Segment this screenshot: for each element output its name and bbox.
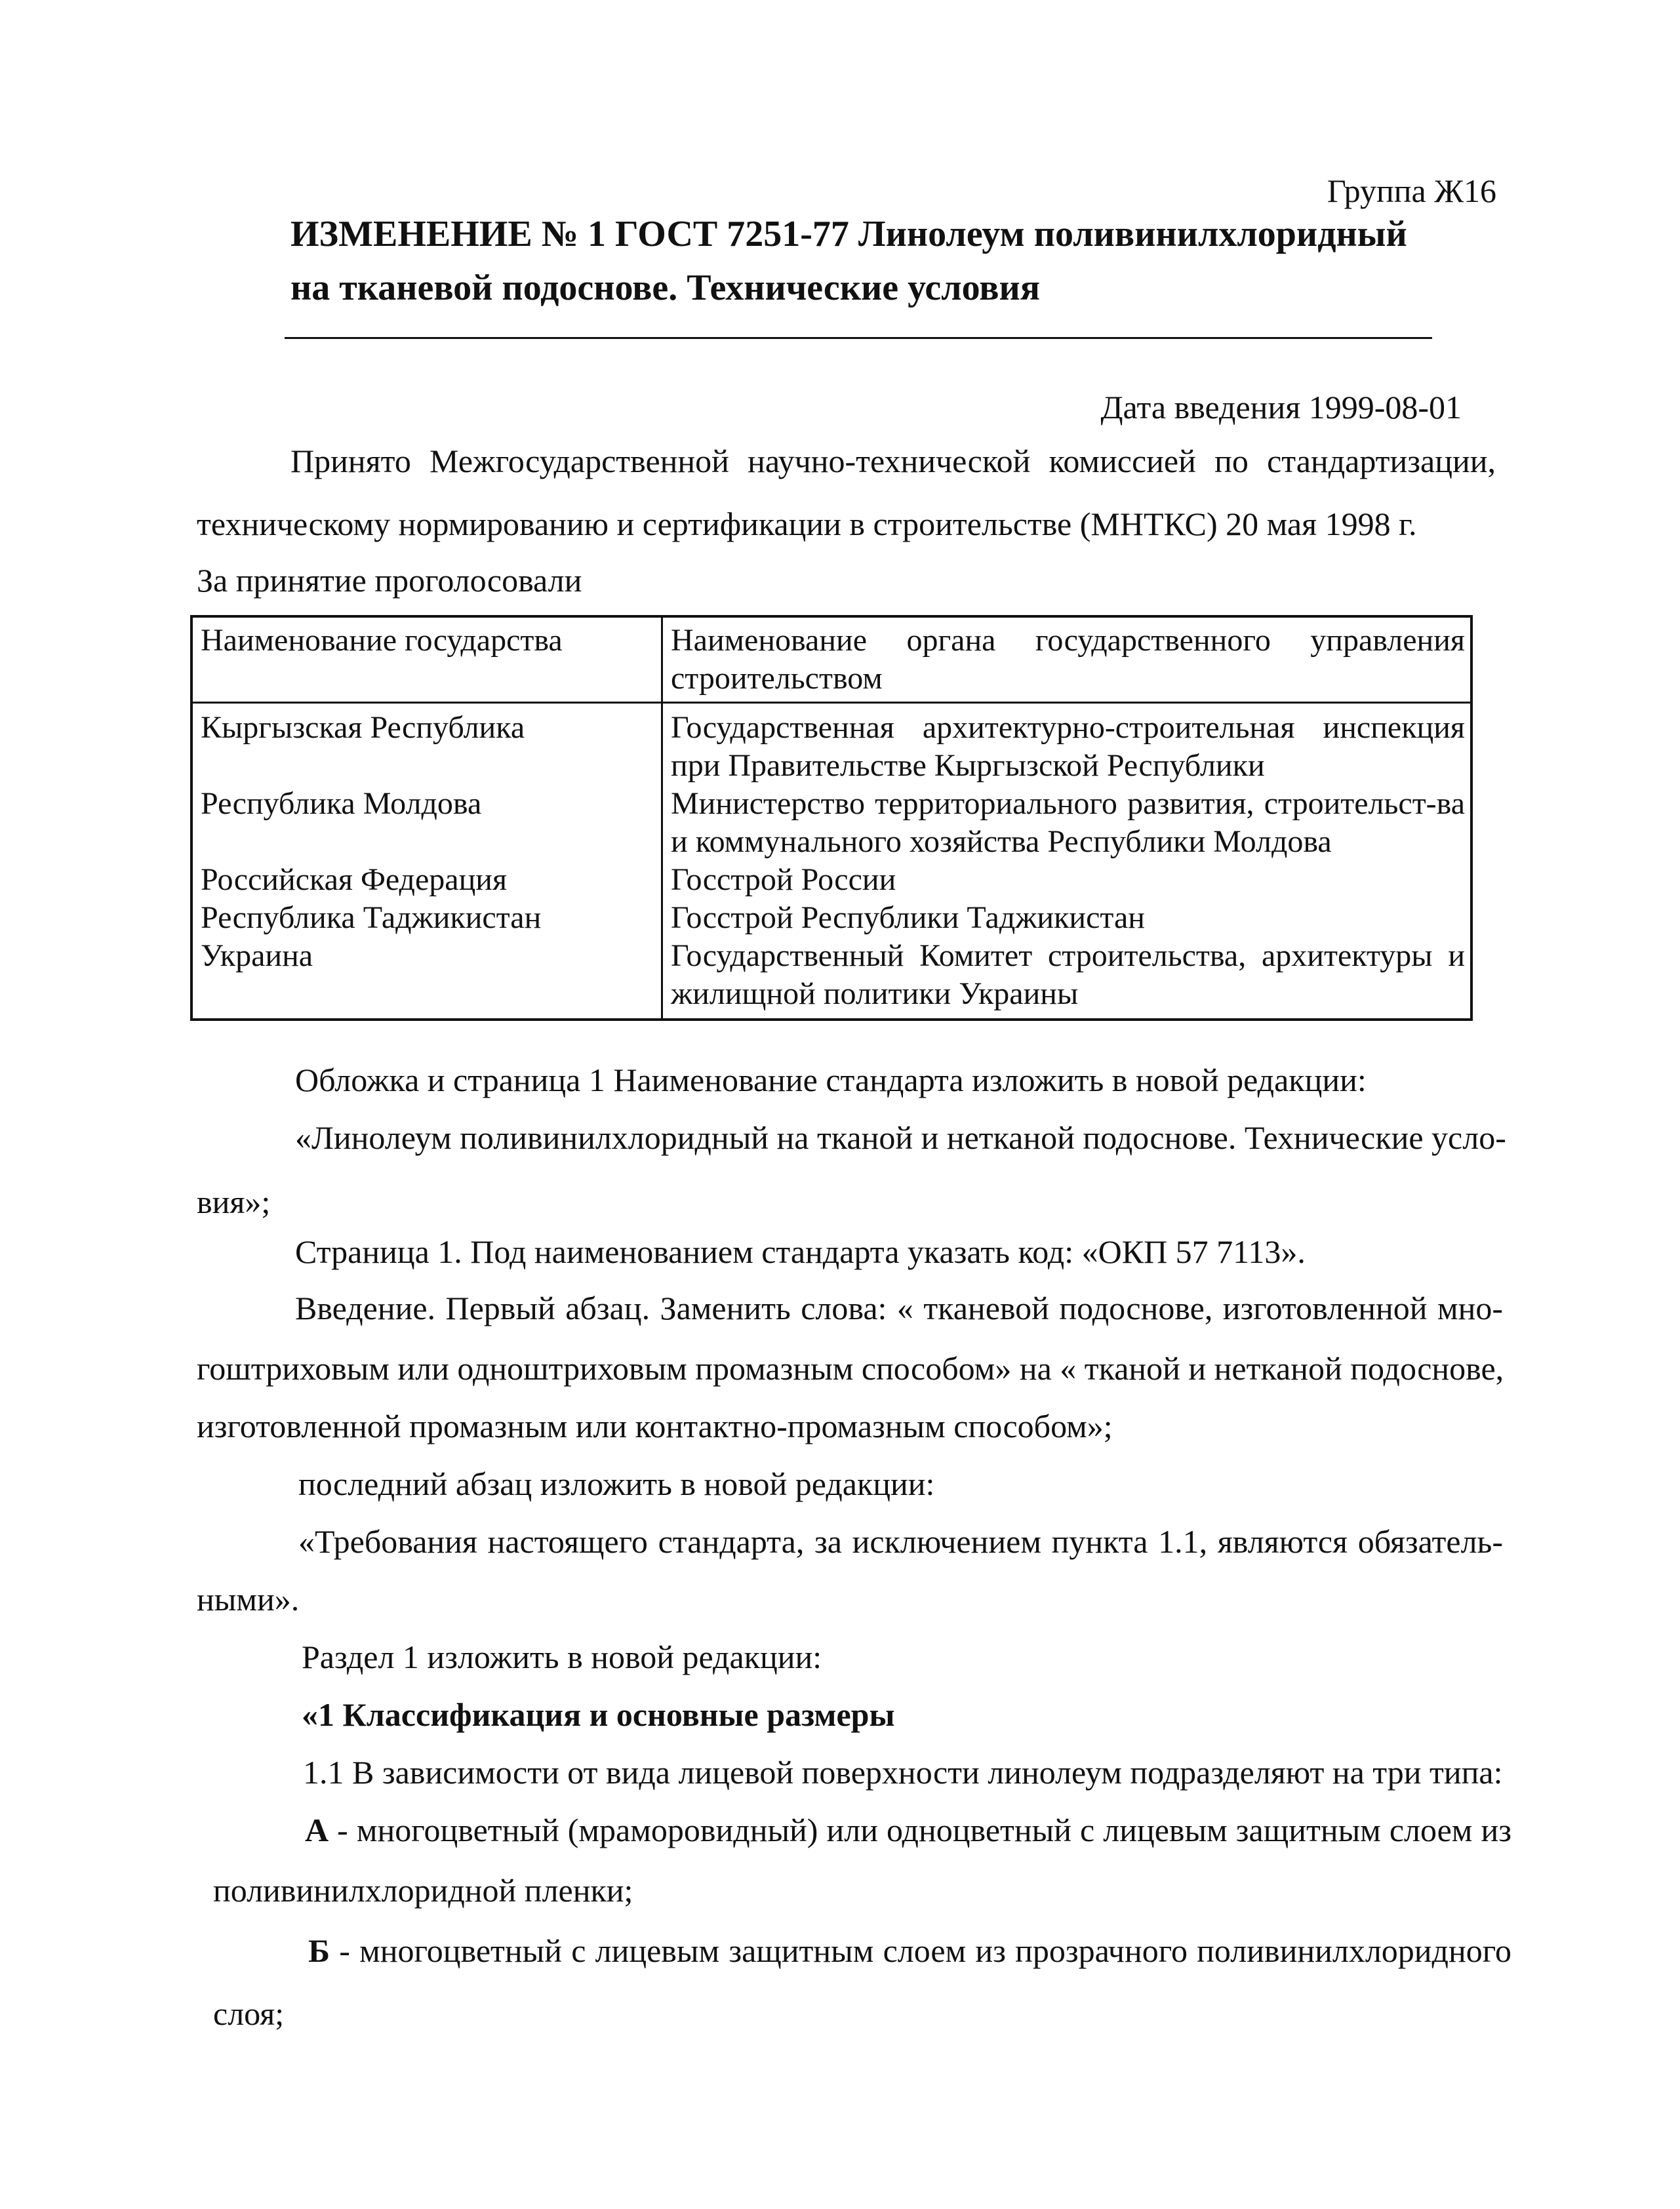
type-b-text: - многоцветный с лицевым защитным слоем из прозрачного поливинилхлоридного [330,1932,1511,1969]
document-title-line2: на тканевой подоснове. Технические условия [290,268,1041,308]
paragraph-requirements-line1: «Требования настоящего стандарта, за исключением пункта 1.1, являются обязатель- [298,1523,1503,1560]
document-group: Группа Ж16 [1327,172,1496,209]
document-title-line1: ИЗМЕНЕНИЕ № 1 ГОСТ 7251-77 Линолеум поливинилхлоридный [290,214,1407,254]
cell-authority: Министерство территориального развития, строительст-ва и коммунального хозяйства Республики Молдова [671,786,1465,859]
voting-states-table [190,615,1473,1021]
type-a-letter: А [305,1812,329,1848]
type-a-line2: поливинилхлоридной пленки; [213,1872,633,1909]
table-row [191,861,1471,899]
cell-state: Кыргызская Республика [191,703,662,786]
table-row [191,899,1471,937]
paragraph-intro-line2: гоштриховым или одноштриховым промазным способом» на « тканой и нетканой подоснове, [197,1350,1504,1387]
cell-authority: Госстрой Республики Таджикистан [671,900,1145,935]
document-title [290,207,1536,315]
title-divider [285,337,1432,339]
cell-state: Украина [191,937,662,1020]
type-b-letter: Б [308,1932,330,1969]
header-state: Наименование государства [191,616,662,703]
paragraph-requirements-line2: ными». [197,1581,300,1618]
paragraph-intro-line1: Введение. Первый абзац. Заменить слова: « тканевой подоснове, изготовленной мно- [295,1290,1503,1326]
section-heading: «1 Классификация и основные размеры [302,1696,895,1733]
voted-label: За принятие проголосовали [197,562,582,599]
type-b-line2: слоя; [213,1995,285,2032]
paragraph-new-title-line1: «Линолеум поливинилхлоридный на тканой и нетканой подоснове. Технические усло- [295,1119,1506,1156]
table-row [191,703,1471,786]
cell-authority: Госстрой России [671,862,896,897]
introduction-date: Дата введения 1999-08-01 [1100,389,1462,426]
paragraph-types: 1.1 В зависимости от вида лицевой поверхности линолеум подразделяют на три типа: [303,1754,1503,1791]
table-header-row [191,616,1471,703]
table-row [191,937,1471,1020]
table-row [191,785,1471,861]
cell-state: Российская Федерация [191,861,662,899]
adoption-line1: Принято Межгосударственной научно-технической комиссией по стандартизации, [290,443,1496,479]
type-a-line1 [305,1814,1511,1846]
cell-state: Республика Таджикистан [191,899,662,937]
cell-authority: Государственная архитектурно-строительная инспекция при Правительстве Кыргызской Республики [671,710,1465,783]
adoption-line2: техническому нормированию и сертификации в строительстве (МНТКС) 20 мая 1998 г. [197,506,1417,542]
cell-authority: Государственный Комитет строительства, архитектуры и жилищной политики Украины [671,938,1465,1011]
header-authority: Наименование органа государственного управления строительством [662,616,1472,703]
cell-state: Республика Молдова [191,785,662,861]
paragraph-page1-code: Страница 1. Под наименованием стандарта указать код: «ОКП 57 7113». [295,1233,1306,1270]
paragraph-cover: Обложка и страница 1 Наименование стандарта изложить в новой редакции: [295,1062,1367,1098]
paragraph-last-abs: последний абзац изложить в новой редакции: [298,1465,935,1502]
paragraph-new-title-line2: вия»; [197,1184,271,1220]
type-b-line1 [308,1934,1511,1967]
paragraph-intro-line3: изготовленной промазным или контактно-промазным способом»; [197,1408,1113,1444]
paragraph-section1: Раздел 1 изложить в новой редакции: [302,1639,822,1675]
type-a-text: - многоцветный (мраморовидный) или одноцветный с лицевым защитным слоем из [329,1812,1511,1848]
